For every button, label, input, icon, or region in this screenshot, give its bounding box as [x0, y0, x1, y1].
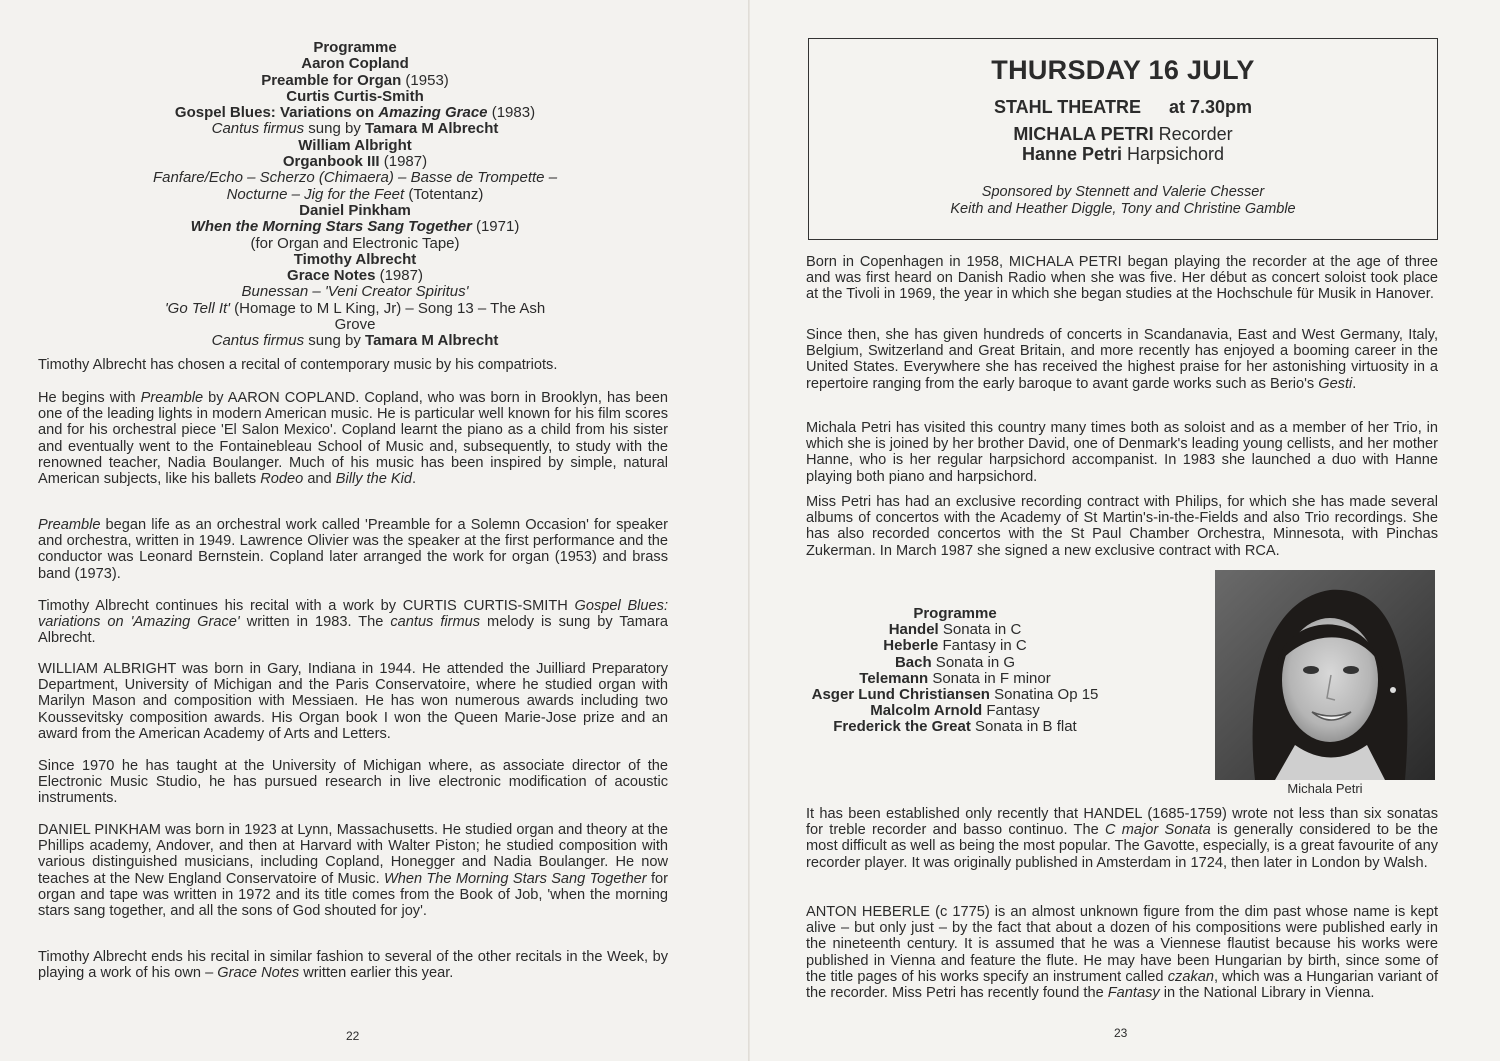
work-title: Sonata in B flat	[970, 718, 1077, 736]
work-title: Grace Notes	[287, 267, 376, 285]
work-year: (1971)	[471, 218, 520, 236]
programme-item	[790, 687, 1120, 703]
programme-item	[790, 671, 1120, 687]
albright-michigan-paragraph: Since 1970 he has taught at the University of Michigan where, as associate director of the Electronic Music Studio, he has pursued research in live electronic modification of acoustic instruments.	[38, 758, 668, 807]
work-title: Fantasy in C	[938, 637, 1027, 655]
composer-name: Handel	[888, 621, 939, 639]
sponsor-line: Sponsored by Stennett and Valerie Chesser	[981, 184, 1265, 200]
note-text: sung by	[304, 120, 366, 138]
biography-paragraph: Born in Copenhagen in 1958, MICHALA PETRI began playing the recorder at the age of three and was first heard on Danish Radio when she was five. Her début as concert soloist took place at the Tivoli in 1969, the year in which she began studies at the Hochschule für Musik in Hanover.	[806, 254, 1438, 303]
performer-instrument: Recorder	[1153, 124, 1233, 144]
programme-item	[790, 638, 1120, 654]
work-line	[150, 105, 560, 121]
performer-instrument: Harpsichord	[1121, 144, 1225, 164]
work-title: When the Morning Stars Sang Together	[190, 218, 472, 236]
page-number: 23	[1114, 1026, 1128, 1040]
composer-name: Aaron Copland	[301, 55, 409, 73]
programme-heading: Programme	[913, 605, 997, 622]
composer-name: Daniel Pinkham	[299, 201, 411, 219]
work-title: Sonata in G	[931, 653, 1016, 671]
portrait-photo	[1215, 570, 1435, 780]
movements-italic: 'Go Tell It'	[164, 299, 231, 317]
work-line	[150, 154, 560, 170]
work-year: (1987)	[379, 153, 428, 171]
programme-item	[790, 622, 1120, 638]
movements-italic: Nocturne – Jig for the Feet	[226, 185, 405, 203]
concert-time: at 7.30pm	[1168, 97, 1253, 117]
composer-name: Frederick the Great	[833, 718, 971, 736]
work-line	[150, 219, 560, 235]
portrait-image	[1215, 570, 1435, 780]
venue-line	[809, 97, 1437, 118]
movements-line: Bunessan – 'Veni Creator Spiritus'	[241, 283, 469, 301]
sponsor-line: Keith and Heather Diggle, Tony and Christine Gamble	[950, 201, 1296, 217]
work-year: (1983)	[487, 104, 536, 122]
work-title: Fantasy	[982, 702, 1040, 720]
composer-name: Timothy Albrecht	[293, 250, 417, 268]
movements-line: Fanfare/Echo – Scherzo (Chimaera) – Basse de Trompette –	[152, 169, 558, 187]
work-title: Preamble for Organ	[261, 71, 402, 89]
work-title: Sonata in C	[938, 621, 1022, 639]
work-title: Organbook III	[282, 153, 380, 171]
work-note	[150, 121, 560, 137]
composer-name: William Albright	[298, 136, 412, 154]
programme-heading: Programme	[313, 39, 397, 56]
performer-line	[809, 144, 1437, 164]
movements-text: (Totentanz)	[404, 185, 484, 203]
heberle-paragraph: ANTON HEBERLE (c 1775) is an almost unknown figure from the dim past whose name is kept alive – but only just – by the fact that about a dozen of his compositions were published early in the nineteenth century. It is assumed that he was a Viennese flautist because his works were published in Vienna and feature the flute. He may have been Hungarian by birth, since some of the title pages of his works specify an instrument called czakan, which was a Hungarian variant of the recorder. Miss Petri has recently found the Fantasy in the National Library in Vienna.	[806, 904, 1439, 1002]
programme-item	[790, 703, 1120, 719]
work-note: (for Organ and Electronic Tape)	[250, 234, 460, 252]
sponsors	[809, 184, 1437, 218]
concert-header-box	[808, 38, 1438, 240]
composer-name: Malcolm Arnold	[870, 702, 983, 720]
photo-caption: Michala Petri	[1287, 781, 1363, 796]
work-note	[150, 333, 560, 349]
work-title: Sonata in F minor	[928, 669, 1051, 687]
composer-name: Curtis Curtis-Smith	[286, 87, 424, 105]
intro-paragraph: Timothy Albrecht has chosen a recital of contemporary music by his compatriots.	[38, 357, 558, 373]
albright-paragraph: WILLIAM ALBRIGHT was born in Gary, Indiana in 1944. He attended the Juilliard Preparatory Department, University of Michigan and the Paris Conservatoire, where he studied organ with Marilyn Mason and composition with Messiaen. He has won numerous awards including two Koussevitsky composition awards. His Organ book I won the Queen Marie-Jose prize and an award from the American Academy of Arts and Letters.	[38, 661, 668, 742]
movements-line	[150, 301, 560, 334]
pinkham-paragraph: DANIEL PINKHAM was born in 1923 at Lynn, Massachusetts. He studied organ and theory at the Phillips academy, Andover, and then at Harvard with Walter Piston; he studied composition with various distinguished musicians, including Copland, Honegger and Nadia Boulanger. He now teaches at the New England Conservatoire of Music. When The Morning Stars Sang Together for organ and tape was written in 1972 and its title comes from the Book of Job, 'when the morning stars sang together, and all the sons of God shouted for joy'.	[38, 822, 669, 920]
right-page	[750, 0, 1500, 1061]
handel-paragraph: It has been established only recently that HANDEL (1685-1759) wrote not less than six sonatas for treble recorder and basso continuo. The C major Sonata is generally considered to be the most difficult as well as being the most popular. The Gavotte, especially, is a great favourite of any recorder player. It was originally published in Amsterdam in 1724, then later in London by Walsh.	[806, 806, 1438, 871]
performer-name: Hanne Petri	[1021, 144, 1122, 164]
venue: STAHL THEATRE	[993, 97, 1141, 117]
note-text: sung by	[304, 332, 366, 350]
career-paragraph: Since then, she has given hundreds of concerts in Scandanavia, East and West Germany, Italy, Belgium, Switzerland and Great Britain, and more recently has enjoyed a booming career in the United States. Everywhere she has received the highest praise for her astonishing virtuosity in a repertoire ranging from the early baroque to avant garde works such as Berio's Gesti.	[806, 327, 1438, 392]
performer-name: MICHALA PETRI	[1013, 124, 1154, 144]
composer-name: Telemann	[859, 669, 929, 687]
work-year: (1953)	[401, 71, 449, 89]
curtis-smith-paragraph: Timothy Albrecht continues his recital with a work by CURTIS CURTIS-SMITH Gospel Blues: variations on 'Amazing Grace' written in 1983. The cantus firmus melody is sung by Tamara Albrecht.	[38, 598, 668, 647]
note-italic: Cantus firmus	[211, 332, 305, 350]
work-title-italic: Amazing Grace	[378, 104, 488, 122]
recording-paragraph: Miss Petri has had an exclusive recording contract with Philips, for which she has made several albums of concertos with the Academy of St Martin's-in-the-Fields and also Trio recordings. She has also recorded concertos with the St Paul Chamber Orchestra, Minnesota, with Pinchas Zukerman. In March 1987 she signed a new exclusive contract with RCA.	[806, 494, 1438, 559]
work-title: Sonatina Op 15	[989, 686, 1099, 704]
performers	[809, 124, 1437, 164]
preamble-paragraph: Preamble began life as an orchestral work called 'Preamble for a Solemn Occasion' for speaker and orchestra, written in 1949. Lawrence Olivier was the speaker at the first performance and the conductor was Leonard Bernstein. Copland later arranged the work for organ (1953) and brass band (1973).	[38, 517, 668, 582]
performer-line	[809, 124, 1437, 144]
copland-paragraph: He begins with Preamble by AARON COPLAND. Copland, who was born in Brooklyn, has been one of the leading lights in modern American music. He is particular well known for his film scores and for his orchestral piece 'El Salon Mexico'. Copland learnt the piano as a child from his sister and eventually went to the Fontainebleau School of Music and, subsequently, to study with the renowned teacher, Nadia Boulanger. Much of his music has been inspired by simple, natural American subjects, like his ballets Rodeo and Billy the Kid.	[38, 390, 668, 488]
concert-date: THURSDAY 16 JULY	[991, 55, 1255, 85]
programme-item	[790, 655, 1120, 671]
albrecht-closing-paragraph: Timothy Albrecht ends his recital in similar fashion to several of the other recitals in the Week, by playing a work of his own – Grace Notes written earlier this year.	[38, 949, 668, 982]
organ-programme	[150, 40, 560, 350]
programme-item	[790, 719, 1120, 735]
work-line	[150, 73, 560, 89]
work-line	[150, 268, 560, 284]
movements-line	[150, 187, 560, 203]
composer-name: Asger Lund Christiansen	[811, 686, 990, 704]
singer-name: Tamara M Albrecht	[365, 120, 499, 138]
composer-name: Heberle	[883, 637, 939, 655]
note-italic: Cantus firmus	[211, 120, 305, 138]
work-year: (1987)	[375, 267, 423, 285]
recital-programme	[790, 606, 1120, 736]
movements-text: (Homage to M L King, Jr) – Song 13 – The Ash Grove	[230, 299, 546, 334]
trio-paragraph: Michala Petri has visited this country many times both as soloist and as a member of her Trio, in which she is joined by her brother David, one of Denmark's leading young cellists, and her mother Hanne, who is her regular harpsichord accompanist. In 1983 she launched a duo with Hanne playing both piano and harpsichord.	[806, 420, 1438, 485]
singer-name: Tamara M Albrecht	[365, 332, 499, 350]
work-title: Gospel Blues: Variations on	[174, 104, 379, 122]
page-number: 22	[346, 1029, 360, 1043]
composer-name: Bach	[894, 653, 932, 671]
